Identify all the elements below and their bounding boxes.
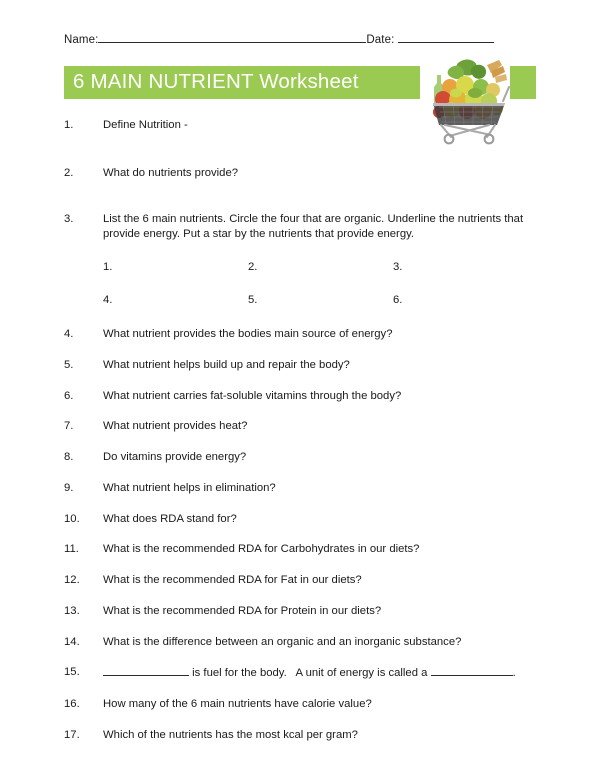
- date-label: Date:: [366, 34, 395, 46]
- question-item-5: [64, 358, 544, 373]
- question-text: What nutrient helps in elimination?: [103, 481, 276, 494]
- question-text: Do vitamins provide energy?: [103, 451, 247, 463]
- question-number: 11.: [64, 543, 79, 556]
- question-item-6: [64, 389, 544, 404]
- question-number: 9.: [64, 481, 74, 494]
- fill-in-blank-1[interactable]: [103, 665, 189, 676]
- question-item-3: [64, 212, 544, 243]
- question-item-4: [64, 327, 544, 342]
- question-list: [64, 118, 544, 757]
- question-number: 13.: [64, 604, 80, 617]
- fill-in-blank-2[interactable]: [431, 665, 513, 676]
- question-item-9: [64, 481, 544, 496]
- question-number: 10.: [64, 512, 80, 525]
- answer-slot-2[interactable]: 2.: [248, 261, 258, 273]
- answer-slot-4[interactable]: 4.: [103, 294, 113, 306]
- question-text: List the 6 main nutrients. Circle the four that are organic. Underline the nutrients that provide energy. Put a star by the nutrients that provide energy.: [103, 212, 524, 240]
- question-text: What nutrient helps build up and repair the body?: [103, 358, 350, 371]
- question-text: What nutrient provides the bodies main source of energy?: [103, 328, 393, 340]
- name-date-row: [64, 31, 530, 46]
- question-text: What nutrient provides heat?: [103, 420, 248, 433]
- question-number: 16.: [64, 698, 80, 710]
- question-item-10: [64, 512, 544, 527]
- question-text: What does RDA stand for?: [103, 512, 237, 525]
- question-item-17: [64, 728, 544, 743]
- question-item-7: [64, 419, 544, 434]
- question-item-16: [64, 697, 544, 712]
- question-number: 1.: [64, 119, 74, 131]
- question-number: 8.: [64, 451, 74, 463]
- question-item-12: [64, 573, 544, 588]
- fill-in-end-text: .: [512, 667, 516, 680]
- answer-grid-row: [103, 294, 443, 306]
- question-text-fill-in: [103, 665, 544, 681]
- question-text: Define Nutrition -: [103, 119, 188, 131]
- question-number: 4.: [64, 328, 74, 340]
- title-banner: [64, 66, 420, 99]
- question-number: 5.: [64, 358, 74, 371]
- question-number: 17.: [64, 728, 80, 741]
- fill-in-middle-text: is fuel for the body. A unit of energy is called a: [189, 667, 431, 680]
- question-text: How many of the 6 main nutrients have calorie value?: [103, 698, 372, 710]
- question-item-15: [64, 665, 544, 681]
- page-title: 6 MAIN NUTRIENT Worksheet: [73, 70, 359, 94]
- question-item-1: [64, 118, 544, 133]
- question-item-8: [64, 450, 544, 465]
- question-text: What do nutrients provide?: [103, 167, 239, 180]
- question-item-14: [64, 635, 544, 650]
- answer-slot-5[interactable]: 5.: [248, 294, 258, 306]
- date-blank-line[interactable]: [398, 31, 494, 43]
- question-text: What nutrient carries fat-soluble vitamins through the body?: [103, 389, 402, 402]
- name-label: Name:: [64, 34, 99, 46]
- answer-grid-row: [103, 261, 443, 273]
- question-number: 6.: [64, 389, 74, 402]
- question-number: 3.: [64, 212, 74, 225]
- question-text: What is the recommended RDA for Carbohydrates in our diets?: [103, 543, 420, 556]
- question-text: What is the recommended RDA for Protein in our diets?: [103, 604, 382, 617]
- answer-slot-3[interactable]: 3.: [393, 261, 403, 273]
- question-number: 2.: [64, 167, 74, 180]
- question-item-13: [64, 604, 544, 619]
- decorative-green-block: [510, 66, 536, 99]
- question-number: 14.: [64, 635, 80, 648]
- answer-slot-6[interactable]: 6.: [393, 294, 403, 306]
- question-number: 15.: [64, 666, 80, 679]
- question-item-2: [64, 166, 544, 181]
- question-text: Which of the nutrients has the most kcal per gram?: [103, 728, 358, 741]
- question-text: What is the recommended RDA for Fat in our diets?: [103, 574, 362, 586]
- question-number: 12.: [64, 574, 80, 586]
- answer-slot-1[interactable]: 1.: [103, 261, 113, 273]
- question-text: What is the difference between an organic and an inorganic substance?: [103, 635, 462, 648]
- name-blank-line[interactable]: [98, 31, 366, 43]
- question-number: 7.: [64, 420, 74, 433]
- question-item-11: [64, 542, 544, 557]
- nutrient-answer-grid: [103, 261, 443, 306]
